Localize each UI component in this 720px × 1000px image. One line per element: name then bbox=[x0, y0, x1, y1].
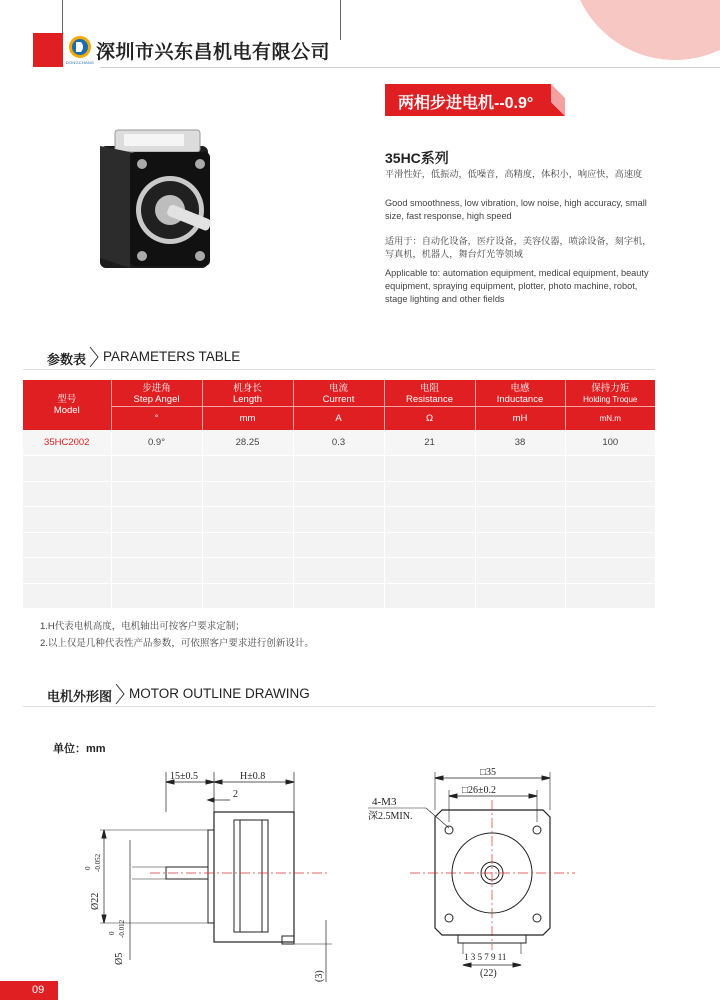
table-row-empty bbox=[23, 583, 655, 609]
heading-rule bbox=[23, 369, 655, 370]
cell-step-angle: 0.9° bbox=[111, 430, 202, 456]
params-title-cn: 参数表 bbox=[47, 352, 87, 367]
table-row-empty bbox=[23, 456, 655, 482]
front-view-drawing bbox=[360, 760, 580, 982]
col-current-header: 电流 Current bbox=[293, 380, 384, 406]
logo-text: DONGCHANG bbox=[66, 60, 95, 65]
company-logo-icon bbox=[68, 35, 92, 59]
params-title-en: PARAMETERS TABLE bbox=[103, 349, 241, 364]
header-rule bbox=[100, 67, 720, 68]
company-name: 深圳市兴东昌机电有限公司 bbox=[96, 42, 331, 63]
header-red-tab bbox=[33, 33, 63, 67]
col-step-angle-header: 步进角 Step Angel bbox=[111, 380, 202, 406]
cell-inductance: 38 bbox=[475, 430, 565, 456]
dim-pin-span: (22) bbox=[480, 968, 497, 979]
cell-resistance: 21 bbox=[384, 430, 475, 456]
col-model-header: 型号 Model bbox=[23, 380, 111, 430]
applications-en: Applicable to: automation equipment, medical equipment, beauty equipment, spraying equipment, plotter, photo machine, robot, stage lighting and other fields bbox=[385, 268, 649, 304]
table-row-empty bbox=[23, 558, 655, 584]
dim-shaft-tol-bot: -0.012 bbox=[118, 919, 126, 938]
applications-cn: 适用于：自动化设备，医疗设备，美容仪器，喷涂设备，刻字机，写真机，机器人，舞台灯光等领域 bbox=[385, 236, 652, 259]
header-divider bbox=[340, 0, 341, 40]
dim-boss-tol-top: 0 bbox=[84, 866, 92, 870]
table-row-empty bbox=[23, 481, 655, 507]
dim-connector-height: (3) bbox=[314, 970, 325, 982]
parameters-table bbox=[23, 380, 655, 609]
heading-slash-icon bbox=[114, 682, 128, 706]
unit-current: A bbox=[293, 406, 384, 430]
dim-body-length: H±0.8 bbox=[240, 771, 266, 782]
heading-rule bbox=[23, 706, 655, 707]
note-2: 2.以上仅是几种代表性产品参数，可依照客户要求进行创新设计。 bbox=[40, 638, 314, 649]
unit-length: mm bbox=[202, 406, 293, 430]
dim-hole-pitch: □26±0.2 bbox=[462, 785, 497, 796]
dim-boss-tol-bot: -0.052 bbox=[94, 853, 102, 872]
unit-torque: mN.m bbox=[565, 406, 655, 430]
cell-length: 28.25 bbox=[202, 430, 293, 456]
dim-depth: 深2.5MIN. bbox=[368, 811, 413, 822]
dim-shaft-length: 15±0.5 bbox=[170, 771, 198, 782]
dim-shaft-tol-top: 0 bbox=[108, 931, 116, 935]
table-row-empty bbox=[23, 507, 655, 533]
unit-resistance: Ω bbox=[384, 406, 475, 430]
unit-inductance: mH bbox=[475, 406, 565, 430]
side-view-drawing bbox=[70, 760, 350, 985]
dim-thread: 4-M3 bbox=[372, 796, 397, 808]
col-torque-header: 保持力矩 Holding Troque bbox=[565, 380, 655, 406]
cell-current: 0.3 bbox=[293, 430, 384, 456]
series-name: 35HC系列 bbox=[385, 150, 449, 166]
cell-torque: 100 bbox=[565, 430, 655, 456]
drawing-title-cn: 电机外形图 bbox=[47, 689, 113, 704]
col-inductance-header: 电感 Inductance bbox=[475, 380, 565, 406]
features-cn: 平滑性好，低振动，低噪音，高精度，体积小，响应快，高速度 bbox=[385, 169, 643, 179]
dim-shaft-diameter: Ø5 bbox=[114, 952, 125, 965]
table-row bbox=[23, 430, 655, 456]
heading-slash-icon bbox=[88, 345, 102, 369]
dim-flange: 2 bbox=[233, 789, 238, 800]
product-title: 两相步进电机--0.9° bbox=[398, 95, 534, 112]
cell-model: 35HC2002 bbox=[23, 430, 111, 456]
motor-photo bbox=[90, 118, 220, 278]
page-number: 09 bbox=[0, 981, 58, 1000]
connector-pins: 1 3 5 7 9 11 bbox=[464, 952, 507, 962]
drawing-title-en: MOTOR OUTLINE DRAWING bbox=[129, 686, 310, 701]
table-row-empty bbox=[23, 532, 655, 558]
unit-label: 单位：mm bbox=[53, 743, 106, 755]
dim-boss-diameter: Ø22 bbox=[90, 892, 101, 910]
col-resistance-header: 电阻 Resistance bbox=[384, 380, 475, 406]
features-en: Good smoothness, low vibration, low noise, high accuracy, small size, fast response, high speed bbox=[385, 198, 647, 221]
unit-step-angle: ° bbox=[111, 406, 202, 430]
corner-decoration bbox=[570, 0, 720, 60]
table-notes bbox=[40, 618, 314, 652]
col-length-header: 机身长 Length bbox=[202, 380, 293, 406]
note-1: 1.H代表电机高度，电机轴出可按客户要求定制； bbox=[40, 621, 245, 632]
dim-square: □35 bbox=[480, 767, 497, 778]
